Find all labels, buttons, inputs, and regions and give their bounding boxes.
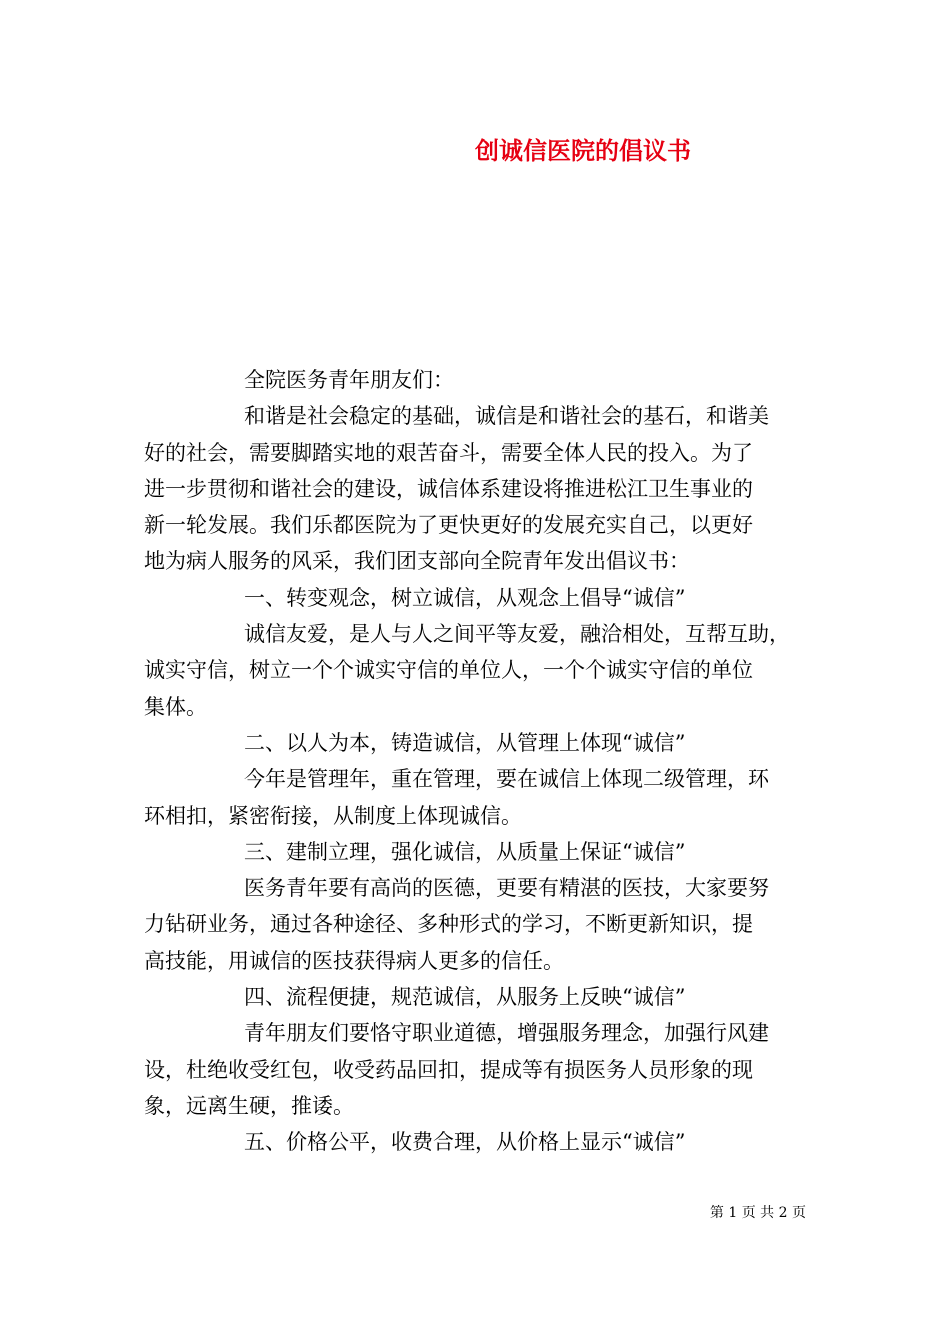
paragraph-line: 和谐是社会稳定的基础，诚信是和谐社会的基石，和谐美 (244, 404, 769, 429)
paragraph-line: 诚信友爱，是人与人之间平等友爱，融洽相处，互帮互助， (244, 622, 790, 647)
page-number-footer: 第 1 页 共 2 页 (709, 1205, 806, 1221)
paragraph-line: 一、转变观念，树立诚信，从观念上倡导“诚信” (244, 585, 686, 610)
document-title: 创诚信医院的倡议书 (475, 136, 691, 165)
paragraph-line: 地为病人服务的风采，我们团支部向全院青年发出倡议书： (144, 549, 690, 574)
paragraph-line: 设，杜绝收受红包，收受药品回扣，提成等有损医务人员形象的现 (144, 1057, 753, 1082)
paragraph-line: 诚实守信，树立一个个诚实守信的单位人，一个个诚实守信的单位 (144, 658, 753, 683)
paragraph-line: 集体。 (144, 694, 207, 719)
paragraph-line: 二、以人为本，铸造诚信，从管理上体现“诚信” (244, 730, 686, 755)
paragraph-line: 环相扣，紧密衔接，从制度上体现诚信。 (144, 803, 522, 828)
paragraph-line: 进一步贯彻和谐社会的建设，诚信体系建设将推进松江卫生事业的 (144, 476, 753, 501)
paragraph-line: 好的社会，需要脚踏实地的艰苦奋斗，需要全体人民的投入。为了 (144, 440, 753, 465)
paragraph-line: 象，远离生硬，推诿。 (144, 1093, 354, 1118)
paragraph-line: 三、建制立理，强化诚信，从质量上保证“诚信” (244, 839, 686, 864)
paragraph-line: 四、流程便捷，规范诚信，从服务上反映“诚信” (244, 985, 686, 1010)
paragraph-line: 全院医务青年朋友们： (244, 368, 454, 392)
paragraph-line: 今年是管理年，重在管理，要在诚信上体现二级管理，环 (244, 767, 769, 792)
document-body (144, 362, 808, 1161)
paragraph-line: 高技能，用诚信的医技获得病人更多的信任。 (144, 948, 564, 973)
paragraph-line: 力钻研业务，通过各种途径、多种形式的学习，不断更新知识，提 (144, 912, 753, 937)
paragraph-line: 五、价格公平，收费合理，从价格上显示“诚信” (244, 1130, 686, 1155)
paragraph-line: 新一轮发展。我们乐都医院为了更快更好的发展充实自己，以更好 (144, 513, 753, 538)
paragraph-line: 医务青年要有高尚的医德，更要有精湛的医技，大家要努 (244, 876, 769, 901)
paragraph-line: 青年朋友们要恪守职业道德，增强服务理念，加强行风建 (244, 1021, 769, 1046)
